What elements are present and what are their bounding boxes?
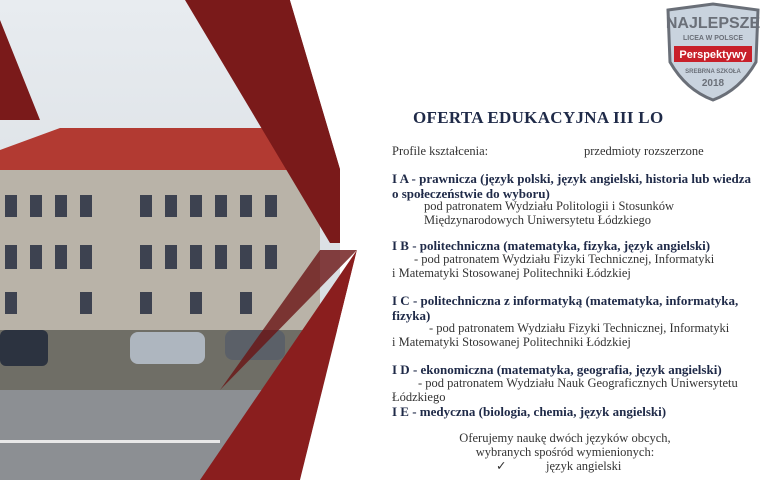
profile-ib-patron-cont: i Matematyki Stosowanej Politechniki Łódzkiej	[392, 266, 631, 280]
profile-ia-patron-cont: Międzynarodowych Uniwersytetu Łódzkiego	[424, 213, 652, 227]
language-item: język angielski	[546, 459, 622, 473]
profile-ib-patron: - pod patronatem Wydziału Fizyki Technicznej, Informatyki	[414, 252, 715, 266]
profile-ia-heading: I A - prawnicza (język polski, język angielski, historia lub wiedza	[392, 171, 751, 186]
profile-ia-patron: pod patronatem Wydziału Politologii i Stosunków	[424, 199, 675, 213]
languages-intro: Oferujemy naukę dwóch języków obcych,	[459, 431, 671, 445]
profile-ic-patron: - pod patronatem Wydziału Fizyki Technicznej, Informatyki	[429, 321, 730, 335]
profile-ic-heading-cont: fizyka)	[392, 308, 431, 323]
profile-id-patron-cont: Łódzkiego	[392, 390, 446, 404]
school-building-photo	[0, 0, 360, 480]
profile-ic-heading: I C - politechniczna z informatyką (matematyka, informatyka,	[392, 293, 739, 308]
languages-intro-cont: wybranych spośród wymienionych:	[475, 445, 655, 459]
badge-title: NAJLEPSZE	[665, 15, 761, 32]
badge-brand: Perspektywy	[679, 49, 747, 61]
check-icon: ✓	[496, 459, 507, 473]
profile-id-patron: - pod patronatem Wydziału Nauk Geograficznych Uniwersytetu	[418, 376, 738, 390]
badge-medal: SREBRNA SZKOŁA	[685, 69, 741, 75]
profile-ic-patron-cont: i Matematyki Stosowanej Politechniki Łódzkiej	[392, 335, 631, 349]
profile-ib-heading: I B - politechniczna (matematyka, fizyka, język angielski)	[392, 238, 711, 253]
najlepsze-licea-badge	[660, 2, 766, 102]
badge-subtitle: LICEA W POLSCE	[682, 35, 744, 42]
profile-ie-heading: I E - medyczna (biologia, chemia, język angielski)	[392, 404, 667, 419]
badge-year: 2018	[701, 78, 725, 89]
profiles-label: Profile kształcenia:	[392, 144, 489, 158]
page-title: OFERTA EDUKACYJNA III LO	[413, 108, 664, 127]
profile-ia-heading-cont: o społeczeństwie do wyboru)	[392, 186, 550, 201]
subjects-label: przedmioty rozszerzone	[584, 144, 704, 158]
profile-id-heading: I D - ekonomiczna (matematyka, geografia, język angielski)	[392, 362, 722, 377]
